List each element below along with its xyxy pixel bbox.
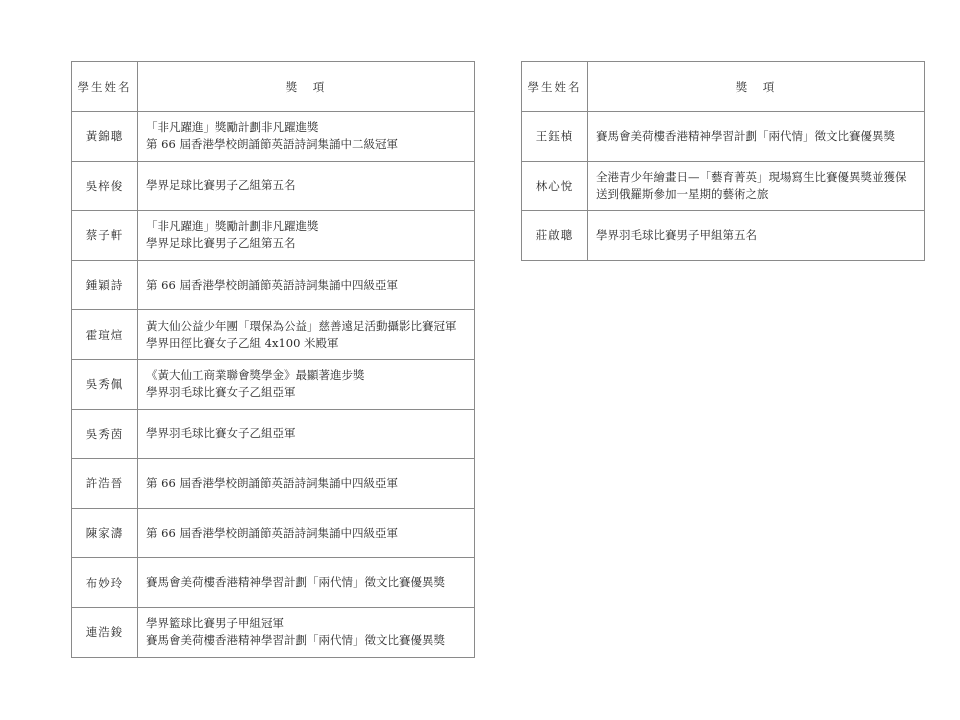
table-row (522, 161, 925, 211)
award-cell (138, 459, 475, 509)
table-row (72, 508, 475, 558)
award-line: 《黃大仙工商業聯會獎學金》最顯著進步獎 (146, 368, 365, 383)
table-row (522, 211, 925, 261)
award-line: 第 66 屆香港學校朗誦節英語詩詞集誦中四級亞軍 (146, 277, 398, 292)
student-name: 蔡子軒 (72, 211, 138, 261)
award-cell (138, 409, 475, 459)
table-row (72, 607, 475, 657)
award-line: 學界足球比賽男子乙組第五名 (146, 236, 296, 251)
left-table-body (72, 112, 475, 658)
left-awards-table (71, 61, 475, 658)
student-name: 莊啟聰 (522, 211, 588, 261)
table-row (72, 211, 475, 261)
student-name-header: 學生姓名 (522, 62, 588, 112)
student-name: 霍瑄煊 (72, 310, 138, 360)
award-cell (138, 607, 475, 657)
award-cell (138, 359, 475, 409)
award-line: 學界羽毛球比賽女子乙組亞軍 (146, 385, 296, 400)
award-line: 「非凡躍進」獎勵計劃非凡躍進獎 (146, 120, 319, 135)
table-row (72, 459, 475, 509)
student-name: 陳家濤 (72, 508, 138, 558)
table-row (72, 558, 475, 608)
student-name: 許浩晉 (72, 459, 138, 509)
award-line: 學界羽毛球比賽男子甲組第五名 (596, 227, 757, 242)
student-name: 吳秀佩 (72, 359, 138, 409)
table-row (72, 161, 475, 211)
award-cell (588, 112, 925, 162)
table-row (72, 310, 475, 360)
student-name: 鍾穎詩 (72, 260, 138, 310)
table-header-row (72, 62, 475, 112)
award-line: 第 66 屆香港學校朗誦節英語詩詞集誦中四級亞軍 (146, 525, 398, 540)
award-line: 「非凡躍進」獎勵計劃非凡躍進獎 (146, 219, 319, 234)
right-table-body (522, 112, 925, 261)
table-header-row (522, 62, 925, 112)
student-name: 黃錦聰 (72, 112, 138, 162)
award-line: 學界足球比賽男子乙組第五名 (146, 178, 296, 193)
student-name: 布妙玲 (72, 558, 138, 608)
award-cell (138, 161, 475, 211)
award-line: 第 66 屆香港學校朗誦節英語詩詞集誦中四級亞軍 (146, 475, 398, 490)
award-cell (138, 211, 475, 261)
award-line: 賽馬會美荷樓香港精神學習計劃「兩代情」徵文比賽優異獎 (146, 575, 445, 590)
table-row (72, 409, 475, 459)
award-cell (138, 508, 475, 558)
award-line: 送到俄羅斯參加一星期的藝術之旅 (596, 186, 769, 201)
award-line: 賽馬會美荷樓香港精神學習計劃「兩代情」徵文比賽優異獎 (146, 633, 445, 648)
student-name: 王鈺楨 (522, 112, 588, 162)
award-line: 全港青少年繪畫日—「藝育菁英」現場寫生比賽優異獎並獲保 (596, 169, 907, 184)
student-name: 吳梓俊 (72, 161, 138, 211)
student-name-header: 學生姓名 (72, 62, 138, 112)
award-line: 學界田徑比賽女子乙組 4x100 米殿軍 (146, 335, 339, 350)
award-cell (138, 260, 475, 310)
right-awards-table (521, 61, 925, 261)
student-name: 連浩鋑 (72, 607, 138, 657)
award-cell (138, 558, 475, 608)
award-header: 獎 項 (138, 62, 475, 112)
award-line: 賽馬會美荷樓香港精神學習計劃「兩代情」徵文比賽優異獎 (596, 128, 895, 143)
award-cell (588, 161, 925, 211)
award-line: 黃大仙公益少年團「環保為公益」慈善遠足活動攝影比賽冠軍 (146, 318, 457, 333)
student-name: 吳秀茵 (72, 409, 138, 459)
table-row (522, 112, 925, 162)
award-cell (588, 211, 925, 261)
award-line: 第 66 屆香港學校朗誦節英語詩詞集誦中二級冠軍 (146, 137, 398, 152)
award-cell (138, 112, 475, 162)
award-line: 學界籃球比賽男子甲組冠軍 (146, 616, 284, 631)
award-cell (138, 310, 475, 360)
table-row (72, 112, 475, 162)
award-header: 獎 項 (588, 62, 925, 112)
award-line: 學界羽毛球比賽女子乙組亞軍 (146, 426, 296, 441)
table-row (72, 260, 475, 310)
table-row (72, 359, 475, 409)
student-name: 林心悅 (522, 161, 588, 211)
